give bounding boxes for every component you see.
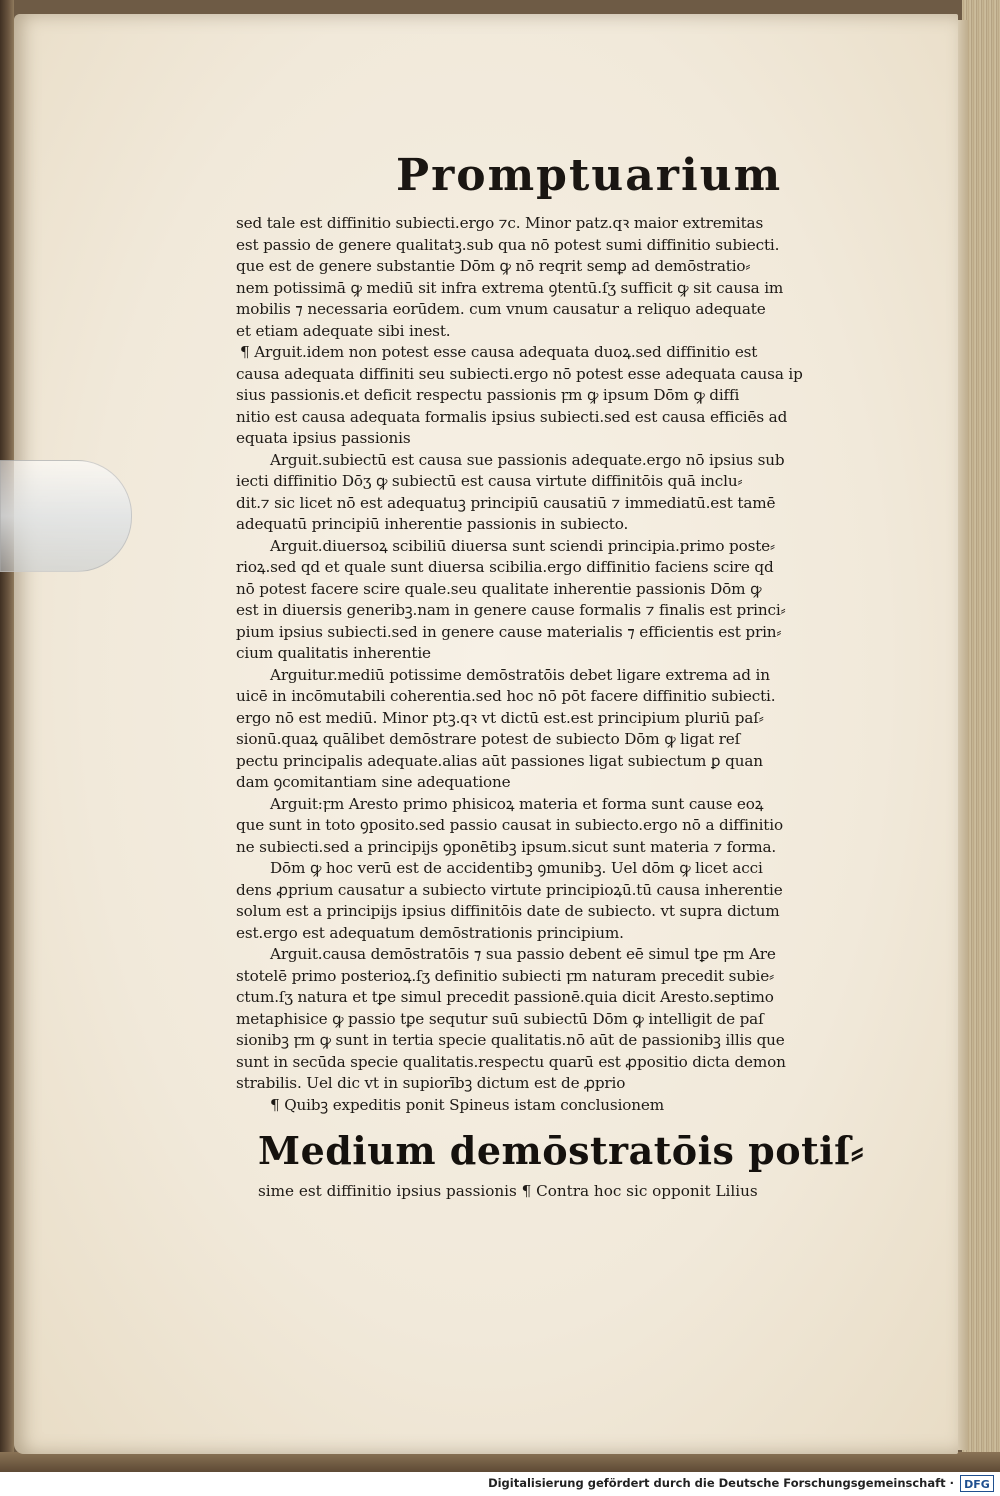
text-line: adequatū principiū inherentie passionis in subiecto. — [236, 515, 629, 533]
running-title: Promptuarium — [396, 150, 783, 201]
footer-bar — [0, 1472, 1000, 1496]
text-line: ctum.ſʒ natura et tꝑe simul precedit passionē.quia dicit Aresto.septimo — [236, 988, 774, 1006]
text-line: dam ꝯcomitantiam sine adequatione — [236, 773, 511, 791]
text-line: nem potissimā ꝙ mediū sit infra extrema ꝯtentū.ſʒ sufficit ꝙ sit causa im — [236, 278, 784, 297]
text-line: Arguit.subiectū est causa sue passionis adequate.ergo nō ipsius sub — [270, 450, 785, 469]
text-line: Arguit:ꝼm Aresto primo phisicoꝝ materia et forma sunt cause eoꝝ — [270, 794, 764, 813]
conclusion-heading: Medium demōstratōis potiſ⸗ — [258, 1128, 865, 1173]
text-line: stotelē primo posterioꝝ.ſʒ definitio subiecti ꝼm naturam precedit subie⸗ — [236, 966, 774, 985]
dfg-logo: DFG — [960, 1475, 994, 1492]
text-line: que est de genere substantie Dōm ꝙ nō reqrit semꝑ ad demōstratio⸗ — [236, 257, 751, 275]
funding-credit: Digitalisierung gefördert durch die Deutsche Forschungsgemeinschaft · — [488, 1476, 954, 1490]
text-line: est passio de genere qualitatꝫ.sub qua nō potest sumi diffinitio subiecti. — [236, 235, 780, 254]
text-line: Arguitur.mediū potissime demōstratōis debet ligare extrema ad in — [270, 665, 770, 684]
text-line: iecti diffinitio Dōʒ ꝙ subiectū est causa virtute diffinitōis quā inclu⸗ — [236, 472, 743, 490]
text-line: ¶ Quibꝫ expeditis ponit Spineus istam conclusionem — [270, 1095, 664, 1114]
text-line: mobilis ⁊ necessaria eorūdem. cum vnum causatur a reliquo adequate — [236, 300, 766, 318]
text-line: nō potest facere scire quale.seu qualitate inherentie passionis Dōm ꝙ — [236, 579, 762, 598]
text-line: uicē in incōmutabili coherentia.sed hoc nō pōt facere diffinitio subiecti. — [236, 687, 776, 705]
text-line: equata ipsius passionis — [236, 429, 411, 447]
text-line: ergo nō est mediū. Minor ptꝫ.qꝛ vt dictū est.est principium pluriū paſ⸗ — [236, 708, 764, 727]
book-cover-bottom — [0, 1452, 1000, 1472]
text-line: sed tale est diffinitio subiecti.ergo ⁊c. Minor patz.qꝛ maior extremitas — [236, 214, 764, 232]
text-line: metaphisice ꝙ passio tꝑe sequtur suū subiectū Dōm ꝙ intelligit de paſ — [236, 1009, 764, 1028]
text-line: dens ꝓprium causatur a subiecto virtute principioꝝū.tū causa inherentie — [236, 880, 783, 899]
text-line: pium ipsius subiecti.sed in genere cause materialis ⁊ efficientis est prin⸗ — [236, 622, 782, 641]
text-line: est.ergo est adequatum demōstrationis principium. — [236, 923, 624, 942]
text-line: ¶ Arguit.idem non potest esse causa adequata duoꝝ.sed diffinitio est — [240, 343, 758, 361]
text-line: sius passionis.et deficit respectu passionis ꝼm ꝙ ipsum Dōm ꝙ diffi — [236, 386, 740, 404]
text-line: cium qualitatis inherentie — [236, 644, 431, 662]
body-text — [236, 213, 858, 1116]
text-line: sunt in secūda specie qualitatis.respectu quarū est ꝓpositio dicta demon — [236, 1052, 786, 1071]
text-line: est in diuersis generibꝫ.nam in genere cause formalis ⁊ finalis est princi⸗ — [236, 601, 786, 619]
text-line: sionū.quaꝝ quālibet demōstrare potest de subiecto Dōm ꝙ ligat reſ — [236, 730, 741, 748]
text-line: et etiam adequate sibi inest. — [236, 321, 451, 340]
text-line: que sunt in toto ꝯposito.sed passio causat in subiecto.ergo nō a diffinitio — [236, 816, 783, 834]
text-line: nitio est causa adequata formalis ipsius subiecti.sed est causa efficiēs ad — [236, 407, 788, 426]
text-line: dit.⁊ sic licet nō est adequatuꝫ principiū causatiū ⁊ immediatū.est tamē — [236, 493, 776, 512]
plastic-clip — [0, 460, 132, 572]
text-line: causa adequata diffiniti seu subiecti.ergo nō potest esse adequata causa ip — [236, 364, 803, 383]
text-line: Arguit.causa demōstratōis ⁊ sua passio debent eē simul tꝑe ꝼm Are — [270, 945, 776, 963]
text-line: sionibꝫ ꝼm ꝙ sunt in tertia specie qualitatis.nō aūt de passionibꝫ illis que — [236, 1031, 785, 1049]
conclusion-text: sime est diffinitio ipsius passionis ¶ Contra hoc sic opponit Lilius — [258, 1182, 758, 1200]
text-line: rioꝝ.sed qd et quale sunt diuersa scibilia.ergo diffinitio faciens scire qd — [236, 558, 774, 576]
text-line: pectu principalis adequate.alias aūt passiones ligat subiectum ꝑ quan — [236, 751, 763, 770]
book-cover-edge — [0, 0, 14, 1472]
text-line: ne subiecti.sed a principijs ꝯponētibꝫ ipsum.sicut sunt materia ⁊ forma. — [236, 837, 777, 856]
text-line: Arguit.diuersoꝝ scibiliū diuersa sunt sciendi principia.primo poste⸗ — [270, 536, 775, 555]
text-line: solum est a principijs ipsius diffinitōis date de subiecto. vt supra dictum — [236, 902, 780, 920]
text-line: Dōm ꝙ hoc verū est de accidentibꝫ ꝯmunibꝫ. Uel dōm ꝙ licet acci — [270, 859, 763, 877]
text-line: strabilis. Uel dic vt in supiorībꝫ dictum est de ꝓprio — [236, 1074, 626, 1092]
